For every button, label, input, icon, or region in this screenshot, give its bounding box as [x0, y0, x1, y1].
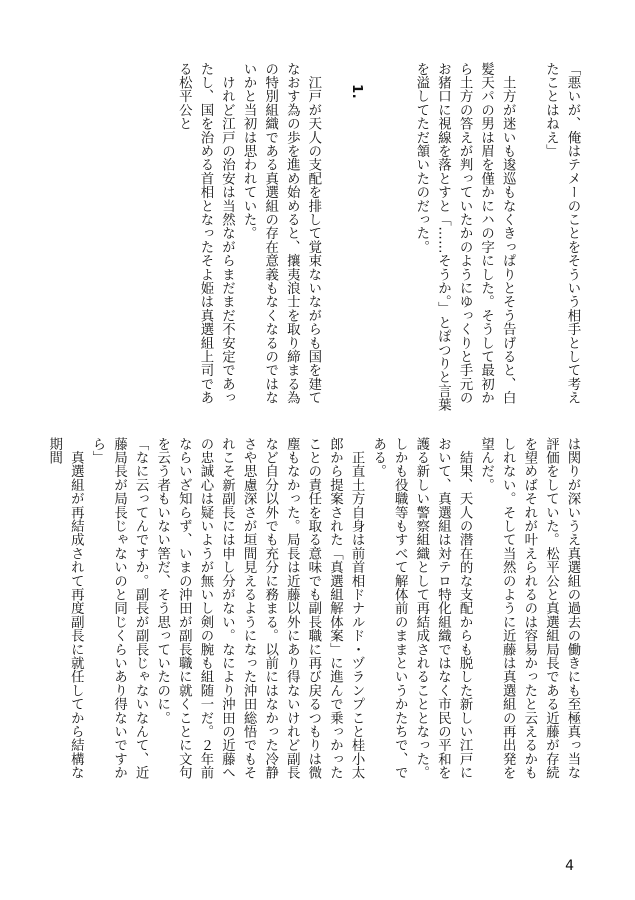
paragraph-narration-5: 結果、天人の潜在的な支配からも脱した新しい江戸において、真選組は対テロ特化組織ではなく市民の平和を護る新しい警察組織として再結成されることとなった。しかも役職等もすべて解体前のままというかたちで、である。: [370, 437, 473, 780]
upper-text-block: [143, 62, 583, 414]
section-heading: 1.: [349, 84, 365, 100]
blank-line: [518, 62, 540, 414]
paragraph-narration-7: 真選組が再結成されて再度副長に就任してから結構な期間: [46, 437, 84, 780]
lower-text-block: [46, 437, 583, 792]
blank-line: [367, 62, 410, 414]
paragraph-dialogue-1: 「悪いが、俺はテメーのことをそういう相手として考えたことはねえ」: [543, 62, 580, 405]
page-number: 4: [565, 858, 574, 874]
paragraph-narration-1: 土方が迷いも逡巡もなくきっぱりとそう告げると、白髪天パの男は眉を僅かにハの字にした。そうして最初から土方の答えが判っていたかのようにゆっくりと手元のお猪口に視線を落とすと「……そうか。」とぽつりと言葉を溢してただ頷いたのだった。: [413, 62, 516, 412]
paragraph-narration-2: 江戸が天人の支配を排して覚束ないながらも国を建てなおす為の歩を進め始めると、攘夷浪士を取り締まる為の特別組織である真選組の存在意義もなくなるのではないかと当初は思われていた。: [241, 62, 321, 405]
paragraph-narration-3: けれど江戸の治安は当然ながらまだまだ不安定であったし、国を治める首相となったそよ姫は真選組上司である松平公と: [176, 62, 235, 405]
paragraph-narration-6: 正直土方自身は前首相ドナルド・ヅランプこと桂小太郎から提案された「真選組解体案」に進んで乗っかったことの責任を取る意味でも副長職に再び戻るつもりは微塵もなかった。局長は近藤以外にあり得ないけれど副長など自分以外でも充分に務まる。以前にはなかった冷静さや思慮深さが垣間見えるようになった沖田総悟でもそれこそ新副長には申し分がない。なにより沖田の近藤への忠誠心は疑いようが無いし剣の腕も組随一だ。２年前ならいざ知らず、いまの沖田が副長職に就くことに文句を云う者もいない筈だ、そう思っていたのに。: [154, 437, 365, 780]
paragraph-narration-4: は関りが深いうえ真選組の過去の働きにも至極真っ当な評価をしていた。松平公と真選組局長である近藤が存続を望めばそれが叶えられるのは容易かったと云えるかもしれない。そして当然のように近藤は真選組の再出発を望んだ。: [478, 437, 580, 780]
blank-line: [324, 62, 346, 414]
paragraph-dialogue-2: 「なに云ってんですか。副長が副長じゃないなんて、近藤局長が局長じゃないのと同じくらいあり得ないですから」: [89, 437, 149, 780]
